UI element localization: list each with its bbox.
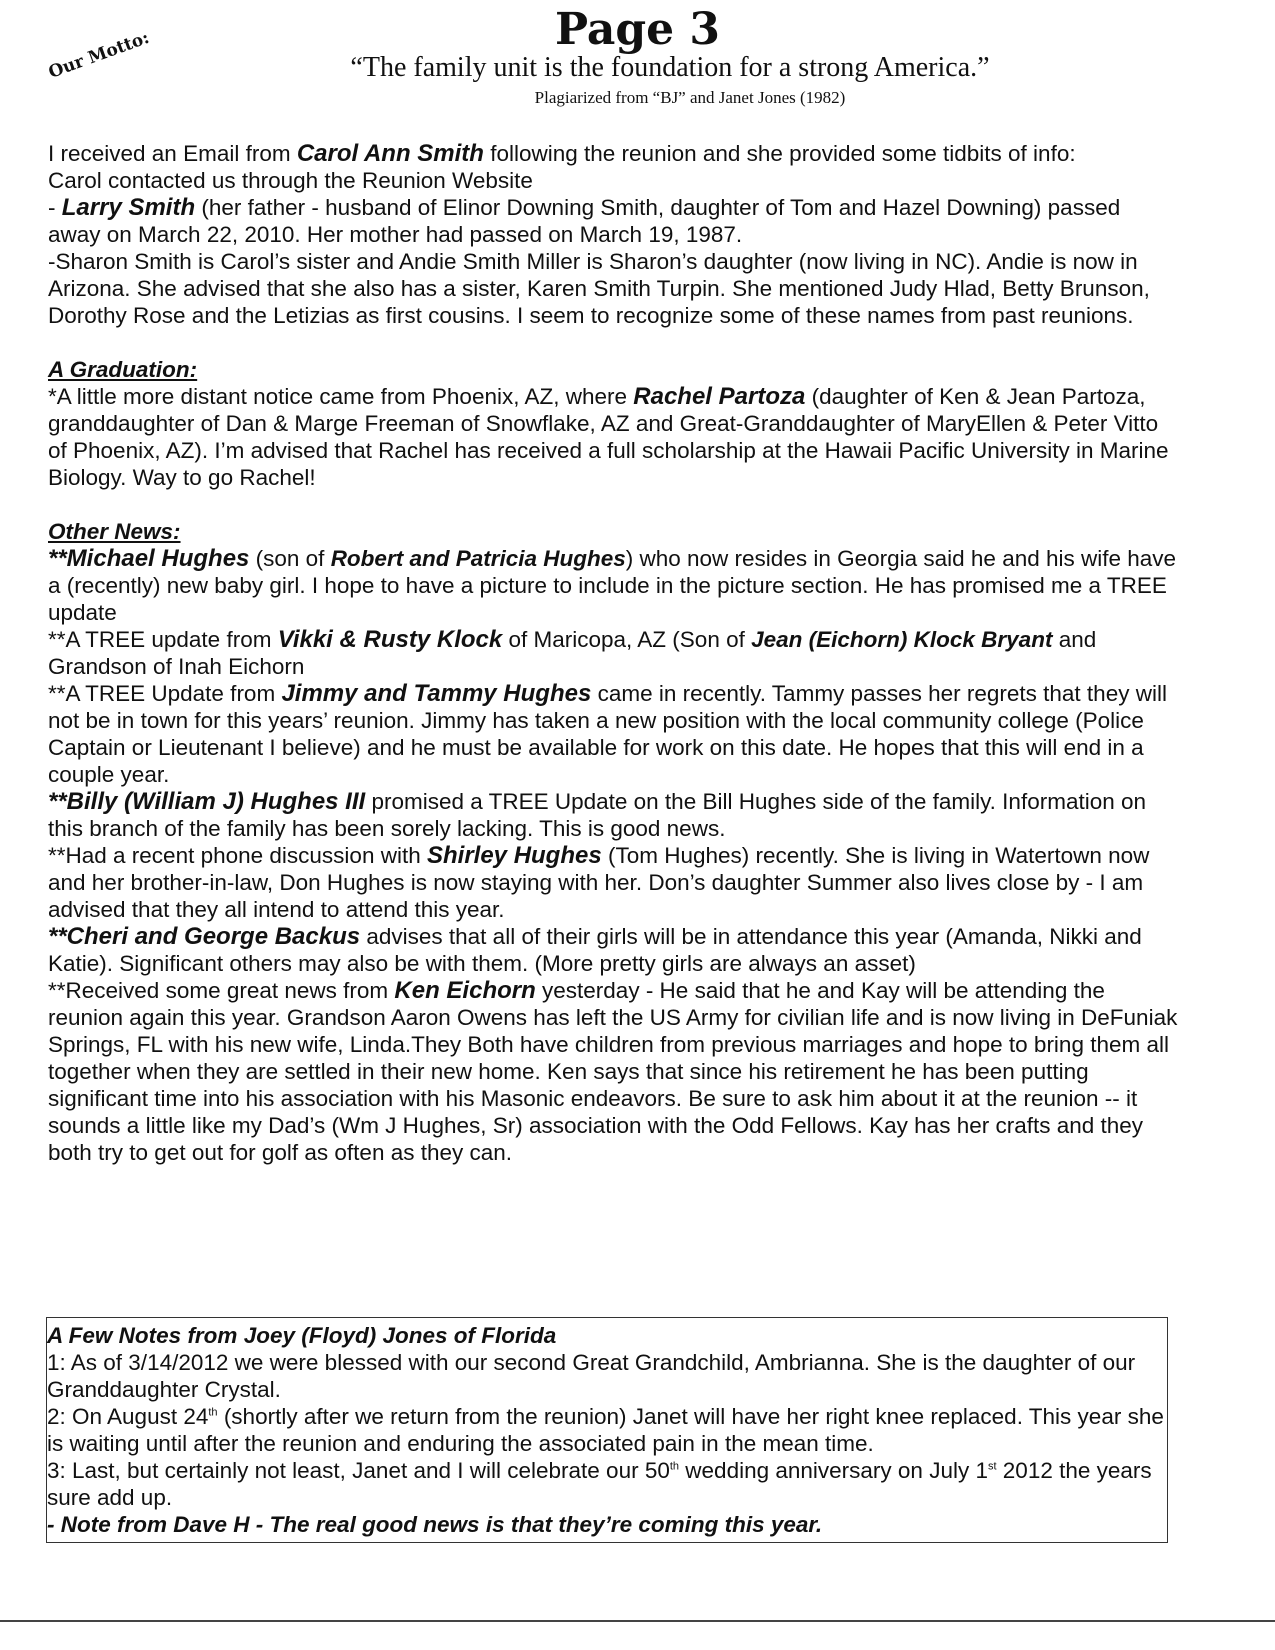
news-item (48, 626, 1178, 680)
news-item (48, 977, 1178, 1166)
note-item: 1: As of 3/14/2012 we were blessed with our second Great Grandchild, Ambrianna. She is the daughter of our Granddaughter Crystal. (47, 1350, 1136, 1402)
news-text: came in recently. Tammy passes her regrets that they will not be in town for this years’ reunion. Jimmy has taken a new position with the local community college (Police Captain or Lieutenant I believe) and he must be available for work on this date. He hopes that this will end in a couple year. (48, 681, 1167, 787)
editor-note: - Note from Dave H - The real good news is that they’re coming this year. (47, 1512, 823, 1537)
news-text: **Received some great news from (48, 978, 395, 1003)
ordinal-suffix: st (987, 1460, 997, 1473)
news-text: **A TREE update from (48, 627, 278, 652)
news-text: yesterday - He said that he and Kay will be attending the reunion again this year. Grandson Aaron Owens has left the US Army for civilian life and is now living in DeFuniak Springs, FL with his new wife, Linda.They Both have children from previous marriages and hope to bring them all together when they are settled in their new home. Ken says that since his retirement he has been putting significant time into his association with his Masonic endeavors. Be sure to ask him about it at the reunion -- it sounds a little like my Dad’s (Wm J Hughes, Sr) association with the Odd Fellows. Kay has her crafts and they both try to get out for golf as often as they can. (48, 978, 1178, 1165)
note-item (47, 1457, 1167, 1511)
news-text: and Grandson of Inah Eichorn (48, 627, 1097, 679)
note-text: 2012 the years sure add up. (47, 1458, 1152, 1510)
person-name: **Michael Hughes (48, 545, 250, 572)
person-name: Ken Eichorn (394, 977, 536, 1004)
person-name: Shirley Hughes (426, 842, 602, 869)
graduation-text: *A little more distant notice came from Phoenix, AZ, where (48, 384, 634, 409)
page-title: Page 3 (554, 4, 721, 55)
intro-text: I received an Email from (48, 141, 297, 166)
news-text: **A TREE Update from (48, 681, 282, 706)
person-name: **Cheri and George Backus (48, 923, 361, 950)
footer-divider (0, 1620, 1275, 1622)
ordinal-suffix: th (208, 1406, 218, 1419)
motto-attribution: Plagiarized from “BJ” and Janet Jones (1982) (534, 88, 846, 107)
news-text: advises that all of their girls will be in attendance this year (Amanda, Nikki and Katie). Significant others may also be with them. (More pretty girls are always an asset) (48, 924, 1142, 976)
note-item (47, 1403, 1167, 1457)
motto-quote: “The family unit is the foundation for a strong America.” (350, 52, 990, 83)
notes-title: A Few Notes from Joey (Floyd) Jones of Florida (47, 1323, 557, 1348)
intro-text: following the reunion and she provided some tidbits of info: (483, 141, 1076, 166)
intro-paragraph (48, 140, 1178, 167)
person-name: Larry Smith (61, 194, 196, 221)
note-text: 3: Last, but certainly not least, Janet and I will celebrate our 50 (47, 1458, 670, 1483)
intro-line: Carol contacted us through the Reunion Website (48, 168, 533, 193)
graduation-paragraph (48, 383, 1178, 491)
notes-box (46, 1317, 1168, 1543)
intro-paragraph (48, 194, 1178, 248)
ordinal-suffix: th (669, 1460, 680, 1473)
person-name: Rachel Partoza (633, 383, 806, 410)
news-item (48, 788, 1178, 842)
newsletter-body (48, 140, 1178, 1166)
person-name: Vikki & Rusty Klock (277, 626, 503, 653)
graduation-text: (daughter of Ken & Jean Partoza, granddaughter of Dan & Marge Freeman of Snowflake, AZ and Great-Granddaughter of MaryEllen & Peter Vitto of Phoenix, AZ). I’m advised that Rachel has received a full scholarship at the Hawaii Pacific University in Marine Biology. Way to go Rachel! (48, 384, 1169, 490)
section-heading: Other News: (48, 519, 181, 544)
news-item (48, 842, 1178, 923)
person-name: Jean (Eichorn) Klock Bryant (751, 627, 1053, 652)
intro-text: (her father - husband of Elinor Downing Smith, daughter of Tom and Hazel Downing) passed away on March 22, 2010. Her mother had passed on March 19, 1987. (48, 195, 1121, 247)
intro-paragraph: -Sharon Smith is Carol’s sister and Andie Smith Miller is Sharon’s daughter (now living in NC). Andie is now in Arizona. She advised that she also has a sister, Karen Smith Turpin. She mentioned Judy Hlad, Betty Brunson, Dorothy Rose and the Letizias as first cousins. I seem to recognize some of these names from past reunions. (48, 249, 1150, 328)
news-text: of Maricopa, AZ (Son of (502, 627, 752, 652)
note-text: wedding anniversary on July 1 (679, 1458, 988, 1483)
news-text: promised a TREE Update on the Bill Hughes side of the family. Information on this branch of the family has been sorely lacking. This is good news. (48, 789, 1147, 841)
intro-text: - (48, 195, 62, 220)
person-name: Carol Ann Smith (296, 140, 484, 167)
note-text: (shortly after we return from the reunion) Janet will have her right knee replaced. This year she is waiting until after the reunion and enduring the associated pain in the mean time. (47, 1404, 1164, 1456)
news-text: **Had a recent phone discussion with (48, 843, 427, 868)
news-item (48, 545, 1178, 626)
news-text: (Tom Hughes) recently. She is living in Watertown now and her brother-in-law, Don Hughes is now staying with her. Don’s daughter Summer also lives close by - I am advised that they all intend to attend this year. (48, 843, 1150, 922)
person-name: **Billy (William J) Hughes III (48, 788, 366, 815)
note-text: 2: On August 24 (47, 1404, 209, 1429)
news-item (48, 680, 1178, 788)
news-item (48, 923, 1178, 977)
section-heading: A Graduation: (48, 357, 198, 382)
person-name: Jimmy and Tammy Hughes (281, 680, 592, 707)
person-name: Robert and Patricia Hughes (330, 546, 626, 571)
news-text: ) who now resides in Georgia said he and his wife have a (recently) new baby girl. I hope to have a picture to include in the picture section. He has promised me a TREE update (48, 546, 1177, 625)
news-text: (son of (249, 546, 331, 571)
motto-label: Our Motto: (46, 27, 153, 83)
